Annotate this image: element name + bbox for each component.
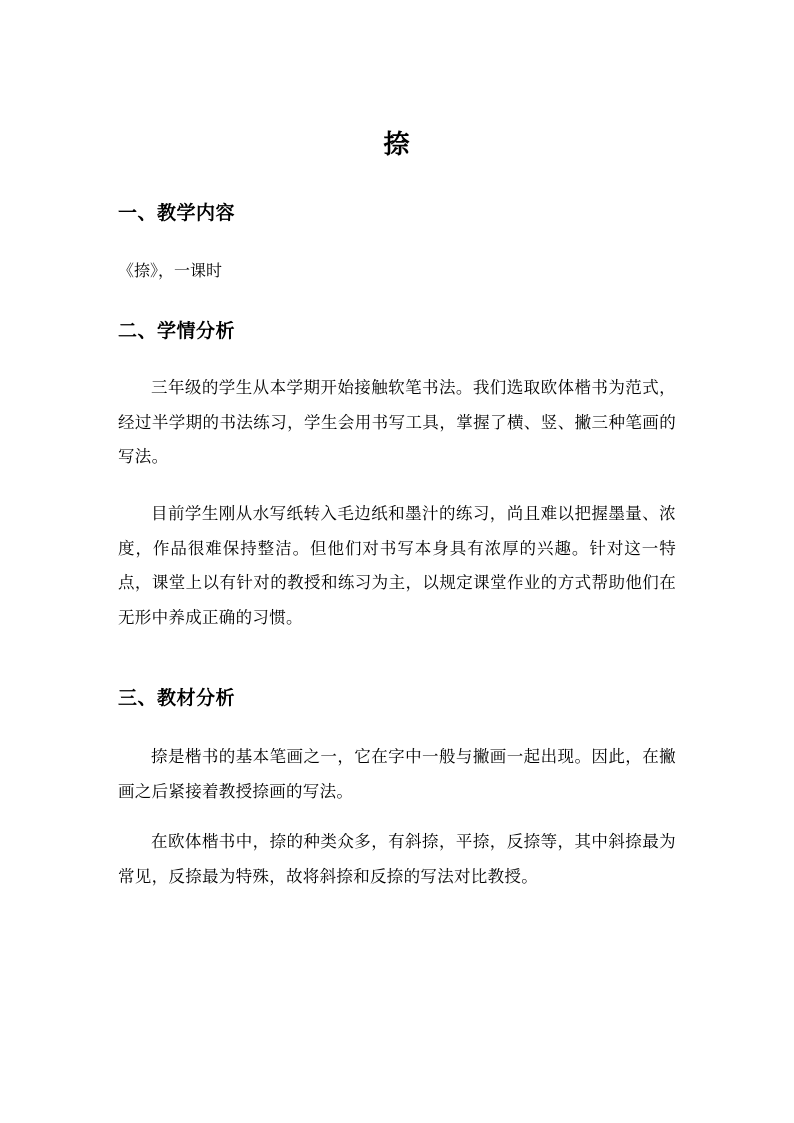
document-title: 捺 xyxy=(383,130,411,160)
textbook-analysis-paragraph-2: 在欧体楷书中，捺的种类众多，有斜捺，平捺，反捺等，其中斜捺最为常见，反捺最为特殊，故将斜捺和反捺的写法对比教授。 xyxy=(118,832,676,886)
section-heading-teaching-content: 一、教学内容 xyxy=(118,202,236,224)
section-heading-textbook-analysis: 三、教材分析 xyxy=(118,687,236,709)
section-heading-student-analysis: 二、学情分析 xyxy=(118,320,236,342)
student-analysis-paragraph-2: 目前学生刚从水写纸转入毛边纸和墨汁的练习，尚且难以把握墨量、浓度，作品很难保持整洁。但他们对书写本身具有浓厚的兴趣。针对这一特点，课堂上以有针对的教授和练习为主，以规定课堂作业的方式帮助他们在无形中养成正确的习惯。 xyxy=(118,504,676,627)
student-analysis-paragraph-1: 三年级的学生从本学期开始接触软笔书法。我们选取欧体楷书为范式，经过半学期的书法练习，学生会用书写工具，掌握了横、竖、撇三种笔画的写法。 xyxy=(118,378,676,466)
textbook-analysis-paragraph-1: 捺是楷书的基本笔画之一，它在字中一般与撇画一起出现。因此，在撇画之后紧接着教授捺画的写法。 xyxy=(118,747,676,801)
teaching-content-text: 《捺》，一课时 xyxy=(118,261,223,280)
